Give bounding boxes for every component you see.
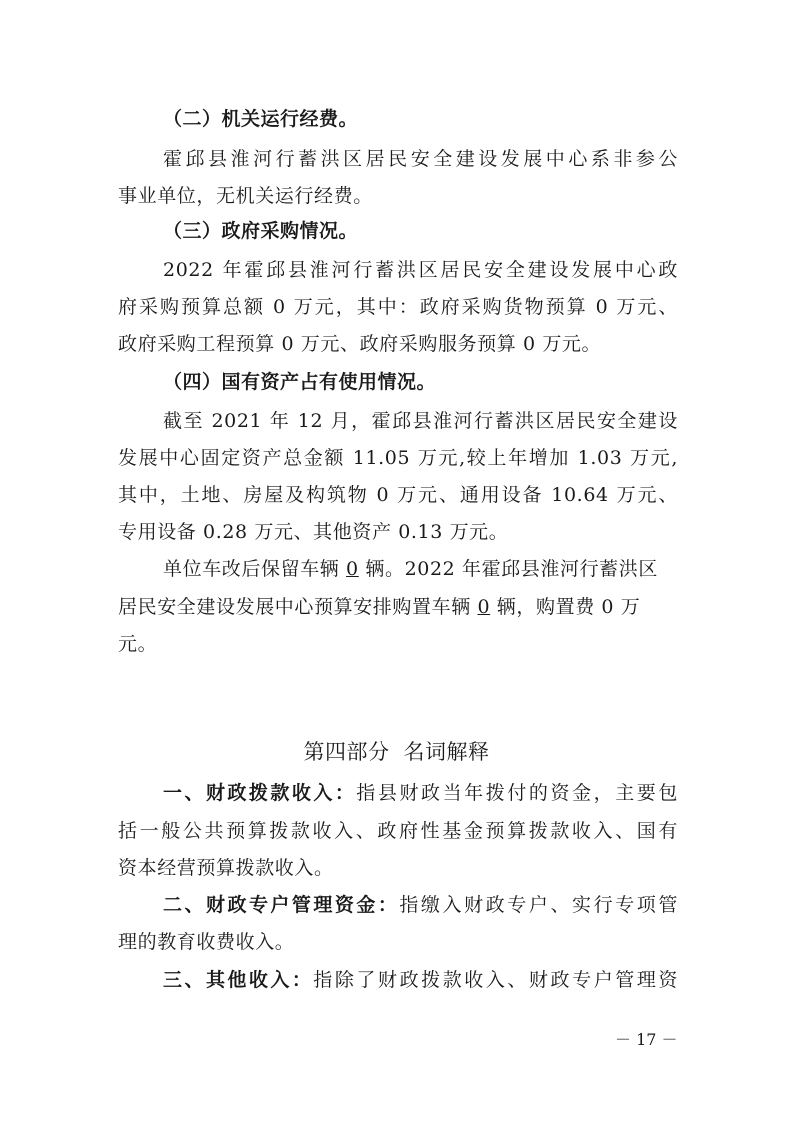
term-definition: 指缴入财政专户、实行专项管 — [399, 894, 678, 916]
text-run: 单位车改后保留车辆 — [163, 558, 347, 580]
paragraph-line — [118, 594, 678, 620]
paragraph-line: 括一般公共预算拨款收入、政府性基金预算拨款收入、国有 — [118, 820, 678, 842]
term-definition-line — [163, 892, 678, 918]
paragraph-line: 截至 2021 年 12 月，霍邱县淮河行蓄洪区居民安全建设 — [163, 410, 678, 432]
underlined-value: 0 — [477, 596, 491, 618]
part-title-number: 第四部分 — [303, 740, 390, 764]
paragraph-line: 其中，土地、房屋及构筑物 0 万元、通用设备 10.64 万元、 — [118, 484, 678, 506]
page-number: － 17 － — [615, 1030, 678, 1049]
paragraph-line: 事业单位，无机关运行经费。 — [118, 185, 373, 207]
part-title — [0, 738, 793, 766]
paragraph-line: 政府采购工程预算 0 万元、政府采购服务预算 0 万元。 — [118, 333, 602, 355]
heading-state-assets: （四）国有资产占有使用情况。 — [163, 371, 437, 393]
term-definition: 指除了财政拨款收入、财政专户管理资 — [313, 969, 678, 991]
text-run: 居民安全建设发展中心预算安排购置车辆 — [118, 596, 478, 618]
term-definition-line — [163, 780, 678, 806]
paragraph-line: 2022 年霍邱县淮河行蓄洪区居民安全建设发展中心政 — [163, 259, 678, 281]
paragraph-line — [163, 556, 678, 582]
term-label: 一、财政拨款收入： — [163, 782, 357, 804]
paragraph-line: 专用设备 0.28 万元、其他资产 0.13 万元。 — [118, 521, 509, 543]
paragraph-line: 理的教育收费收入。 — [118, 931, 295, 953]
term-label: 三、其他收入： — [163, 969, 314, 991]
heading-procurement: （三）政府采购情况。 — [163, 220, 359, 242]
paragraph-line: 元。 — [118, 633, 158, 655]
term-label: 二、财政专户管理资金： — [163, 894, 400, 916]
term-definition-line — [163, 967, 678, 993]
paragraph-line: 府采购预算总额 0 万元，其中：政府采购货物预算 0 万元、 — [118, 296, 678, 318]
text-run: 辆，购置费 0 万 — [490, 596, 641, 618]
underlined-value: 0 — [346, 558, 359, 580]
text-run: 辆。2022 年霍邱县淮河行蓄洪区 — [358, 558, 658, 580]
term-definition: 指县财政当年拨付的资金，主要包 — [356, 782, 678, 804]
part-title-text: 名词解释 — [403, 740, 490, 764]
paragraph-line: 资本经营预算拨款收入。 — [118, 857, 334, 879]
paragraph-line: 霍邱县淮河行蓄洪区居民安全建设发展中心系非参公 — [163, 148, 678, 170]
heading-operating-expenses: （二）机关运行经费。 — [163, 108, 359, 130]
paragraph-line: 发展中心固定资产总金额 11.05 万元,较上年增加 1.03 万元, — [118, 447, 678, 469]
